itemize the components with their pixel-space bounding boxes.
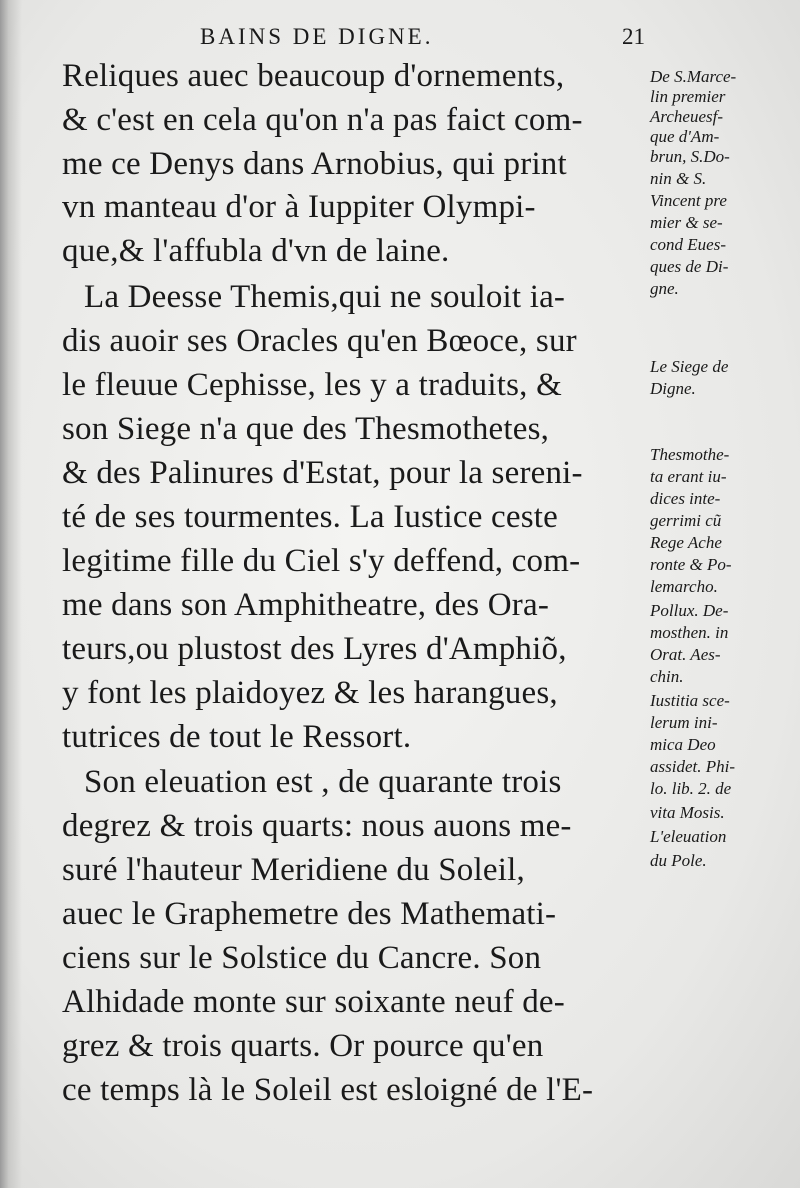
body-line: me ce Denys dans Arnobius, qui print — [62, 146, 567, 182]
marginal-note-line: L'eleuation — [650, 827, 727, 846]
marginal-note-line: cond Eues- — [650, 235, 727, 254]
marginal-note-line: Iustitia sce- — [650, 691, 730, 710]
marginal-note-line: lerum ini- — [650, 713, 718, 732]
marginal-note-line: Thesmothe- — [650, 445, 730, 464]
marginal-note-line: vita Mosis. — [650, 803, 725, 822]
body-line: Reliques auec beaucoup d'ornements, — [62, 58, 565, 94]
marginal-note-line: mier & se- — [650, 213, 723, 232]
body-line: me dans son Amphitheatre, des Ora- — [62, 587, 550, 623]
body-line: & des Palinures d'Estat, pour la sereni- — [62, 455, 583, 491]
body-line: son Siege n'a que des Thesmothetes, — [62, 411, 550, 447]
body-line: vn manteau d'or à Iuppiter Olympi- — [62, 189, 536, 225]
marginal-note-line: mosthen. in — [650, 623, 729, 642]
marginal-note-line: lin premier — [650, 87, 726, 106]
marginal-note-line: que d'Am- — [650, 127, 720, 146]
marginal-note-line: Rege Ache — [650, 533, 722, 552]
body-line: legitime fille du Ciel s'y deffend, com- — [62, 543, 581, 579]
marginal-note-line: ques de Di- — [650, 257, 729, 276]
body-line: ce temps là le Soleil est esloigné de l'E- — [62, 1072, 594, 1108]
body-line: y font les plaidoyez & les harangues, — [62, 675, 558, 711]
marginal-note-line: ta erant iu- — [650, 467, 727, 486]
marginal-note-line: De S.Marce- — [650, 67, 737, 86]
marginal-note-line: gerrimi cũ — [650, 511, 722, 530]
running-head: BAINS DE DIGNE. — [200, 24, 434, 49]
marginal-note-line: Le Siege de — [650, 357, 729, 376]
marginal-note-line: assidet. Phi- — [650, 757, 735, 776]
body-line: degrez & trois quarts: nous auons me- — [62, 808, 572, 844]
marginal-note-line: gne. — [650, 279, 679, 298]
body-line: ciens sur le Solstice du Cancre. Son — [62, 940, 542, 976]
marginal-note-line: chin. — [650, 667, 684, 686]
marginal-note-line: Pollux. De- — [650, 601, 729, 620]
marginal-note-line: mica Deo — [650, 735, 716, 754]
body-line: teurs,ou plustost des Lyres d'Amphiõ, — [62, 631, 567, 667]
body-line: Alhidade monte sur soixante neuf de- — [62, 984, 565, 1020]
body-line: té de ses tourmentes. La Iustice ceste — [62, 499, 558, 535]
marginal-note-line: ronte & Po- — [650, 555, 732, 574]
page-number: 21 — [622, 24, 645, 49]
body-line: que,& l'affubla d'vn de laine. — [62, 233, 450, 269]
body-line: grez & trois quarts. Or pource qu'en — [62, 1028, 544, 1064]
marginal-note-line: Archeuesf- — [650, 107, 724, 126]
marginal-note-line: dices inte- — [650, 489, 721, 508]
body-line: suré l'hauteur Meridiene du Soleil, — [62, 852, 525, 888]
body-line: & c'est en cela qu'on n'a pas faict com- — [62, 102, 583, 138]
marginal-note-line: lo. lib. 2. de — [650, 779, 732, 798]
body-line: le fleuue Cephisse, les y a traduits, & — [62, 367, 562, 403]
body-line: dis auoir ses Oracles qu'en Bœoce, sur — [62, 323, 577, 359]
marginal-note-line: brun, S.Do- — [650, 147, 730, 166]
body-line: tutrices de tout le Ressort. — [62, 719, 412, 755]
marginal-note-line: Vincent pre — [650, 191, 727, 210]
marginal-note-line: lemarcho. — [650, 577, 718, 596]
body-line: Son eleuation est , de quarante trois — [84, 764, 562, 800]
marginal-note-line: Digne. — [650, 379, 696, 398]
marginal-note-line: du Pole. — [650, 851, 707, 870]
marginal-note-line: nin & S. — [650, 169, 707, 188]
body-line: La Deesse Themis,qui ne souloit ia- — [84, 279, 566, 315]
marginal-note-line: Orat. Aes- — [650, 645, 721, 664]
page-gutter-shadow — [0, 0, 22, 1188]
body-line: auec le Graphemetre des Mathemati- — [62, 896, 557, 932]
